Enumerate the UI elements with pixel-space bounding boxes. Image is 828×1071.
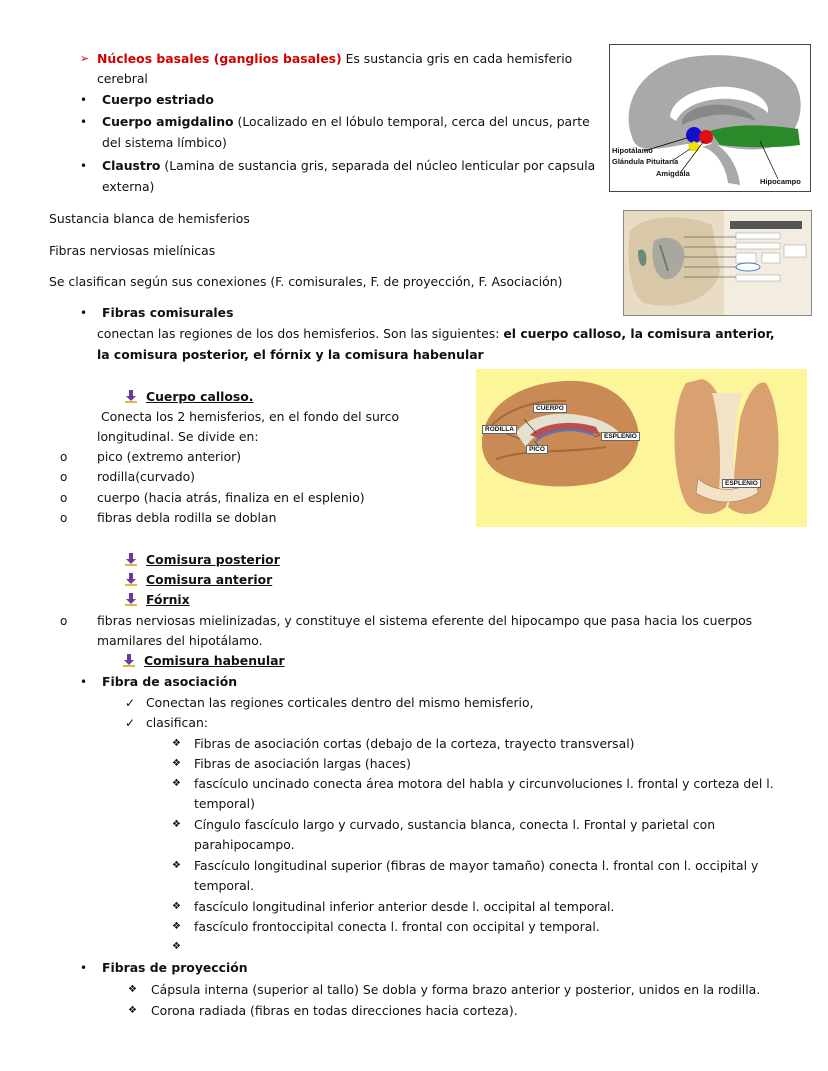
comisura-posterior: Comisura posterior <box>146 552 280 567</box>
proyeccion-title: Fibras de proyección <box>102 960 248 975</box>
claustro-line: Claustro (Lamina de sustancia gris, separada del núcleo lenticular por capsula <box>102 158 596 173</box>
calloso-item: pico (extremo anterior) <box>97 449 242 464</box>
nucleos-text: Es sustancia gris en cada hemisferio <box>341 51 573 66</box>
calloso-desc2: longitudinal. Se divide en: <box>97 429 259 444</box>
label-cuerpo: CUERPO <box>533 404 567 413</box>
diamond-bullet-icon: ❖ <box>172 860 181 871</box>
amigdalino-line2: del sistema límbico) <box>102 135 227 150</box>
diamond-bullet-icon: ❖ <box>172 819 181 830</box>
comisurales-line1: conectan las regiones de los dos hemisferios. Son las siguientes: el cuerpo calloso, la comisura anterior, <box>97 326 775 341</box>
diamond-bullet-icon: ❖ <box>172 901 181 912</box>
proyeccion-item: Corona radiada (fibras en todas direcciones hacia corteza). <box>151 1003 518 1018</box>
asociacion-title: Fibra de asociación <box>102 674 238 689</box>
bullet-icon: • <box>80 159 88 173</box>
asociacion-item: fascículo longitudinal inferior anterior desde l. occipital al temporal. <box>194 899 615 914</box>
circle-bullet-icon: o <box>60 450 68 464</box>
brain-sagittal-drawing <box>610 45 810 191</box>
comisurales-line2: la comisura posterior, el fórnix y la comisura habenular <box>97 347 484 362</box>
circle-bullet-icon: o <box>60 614 68 628</box>
amigdalino-line: Cuerpo amigdalino (Localizado en el lóbulo temporal, cerca del uncus, parte <box>102 114 590 129</box>
diamond-bullet-icon: ❖ <box>172 758 181 769</box>
label-hipotalamo: Hipotálamo <box>612 146 653 155</box>
down-arrow-bullet-icon <box>124 572 138 586</box>
coronal-section-figure <box>623 210 812 316</box>
proyeccion-item: Cápsula interna (superior al tallo) Se dobla y forma brazo anterior y posterior, unidos en la rodilla. <box>151 982 761 997</box>
circle-bullet-icon: o <box>60 511 68 525</box>
calloso-item: fibras debla rodilla se doblan <box>97 510 277 525</box>
label-esplenio: ESPLENIO <box>601 432 640 441</box>
label-hipocampo: Hipocampo <box>760 177 801 186</box>
calloso-title: Cuerpo calloso. <box>146 389 254 404</box>
down-arrow-bullet-icon <box>122 653 136 667</box>
checkmark-icon: ✓ <box>125 696 136 710</box>
circle-bullet-icon: o <box>60 470 68 484</box>
asociacion-item: fascículo uncinado conecta área motora del habla y circunvoluciones l. frontal y corteza del l. <box>194 776 774 791</box>
arrow-bullet-icon: ➢ <box>80 52 90 65</box>
brain-sagittal-figure <box>609 44 811 192</box>
label-rodilla: RODILLA <box>482 425 517 434</box>
diamond-bullet-icon: ❖ <box>128 984 137 995</box>
fibras-mielinicas-text: Fibras nerviosas mielínicas <box>49 243 216 258</box>
clasificacion-text: Se clasifican según sus conexiones (F. comisurales, F. de proyección, F. Asociación) <box>49 274 563 289</box>
label-amigdala: Amigdala <box>656 169 690 178</box>
asociacion-item-cont: temporal. <box>194 878 255 893</box>
comisurales-title: Fibras comisurales <box>102 305 234 320</box>
nucleos-line <box>97 50 572 68</box>
claustro-line2: externa) <box>102 179 155 194</box>
diamond-bullet-icon: ❖ <box>172 738 181 749</box>
fornix-desc2: mamilares del hipotálamo. <box>97 633 263 648</box>
corpus-callosum-figure <box>476 369 807 527</box>
down-arrow-bullet-icon <box>124 552 138 566</box>
bullet-icon: • <box>80 306 88 320</box>
asociacion-check1: Conectan las regiones corticales dentro del mismo hemisferio, <box>146 695 534 710</box>
diamond-bullet-icon: ❖ <box>172 778 181 789</box>
asociacion-check2: clasifican: <box>146 715 208 730</box>
fornix-desc1: fibras nerviosas mielinizadas, y constituye el sistema eferente del hipocampo que pasa hacia los cuerpos <box>97 613 753 628</box>
diamond-bullet-icon: ❖ <box>172 921 181 932</box>
label-glandula: Glándula Pituitaria <box>612 157 679 166</box>
fornix: Fórnix <box>146 592 190 607</box>
comisura-habenular: Comisura habenular <box>144 653 285 668</box>
bullet-icon: • <box>80 93 88 107</box>
bullet-icon: • <box>80 675 88 689</box>
sustancia-blanca-text: Sustancia blanca de hemisferios <box>49 211 250 226</box>
asociacion-item-cont: parahipocampo. <box>194 837 295 852</box>
checkmark-icon: ✓ <box>125 716 136 730</box>
asociacion-item: Fibras de asociación cortas (debajo de la corteza, trayecto transversal) <box>194 736 635 751</box>
down-arrow-bullet-icon <box>124 389 138 403</box>
asociacion-item: Fibras de asociación largas (haces) <box>194 756 411 771</box>
calloso-desc1: Conecta los 2 hemisferios, en el fondo del surco <box>101 409 400 424</box>
comisura-anterior: Comisura anterior <box>146 572 273 587</box>
circle-bullet-icon: o <box>60 491 68 505</box>
label-pico: PICO <box>526 445 548 454</box>
asociacion-item-cont: temporal) <box>194 796 255 811</box>
down-arrow-bullet-icon <box>124 592 138 606</box>
asociacion-item: Cíngulo fascículo largo y curvado, sustancia blanca, conecta l. Frontal y parietal con <box>194 817 716 832</box>
diamond-bullet-icon: ❖ <box>128 1005 137 1016</box>
calloso-item: cuerpo (hacia atrás, finaliza en el esplenio) <box>97 490 365 505</box>
calloso-item: rodilla(curvado) <box>97 469 195 484</box>
label-esplenio-2: ESPLENIO <box>722 479 761 488</box>
bullet-icon: • <box>80 961 88 975</box>
diamond-bullet-icon: ❖ <box>172 941 181 952</box>
asociacion-item: Fascículo longitudinal superior (fibras de mayor tamaño) conecta l. frontal con l. occipital y <box>194 858 759 873</box>
asociacion-item: fascículo frontoccipital conecta l. frontal con occipital y temporal. <box>194 919 600 934</box>
nucleos-title: Núcleos basales (ganglios basales) <box>97 51 342 66</box>
nucleos-line2: cerebral <box>97 71 148 86</box>
coronal-section-drawing <box>624 211 811 315</box>
cuerpo-estriado: Cuerpo estriado <box>102 92 214 107</box>
bullet-icon: • <box>80 115 88 129</box>
